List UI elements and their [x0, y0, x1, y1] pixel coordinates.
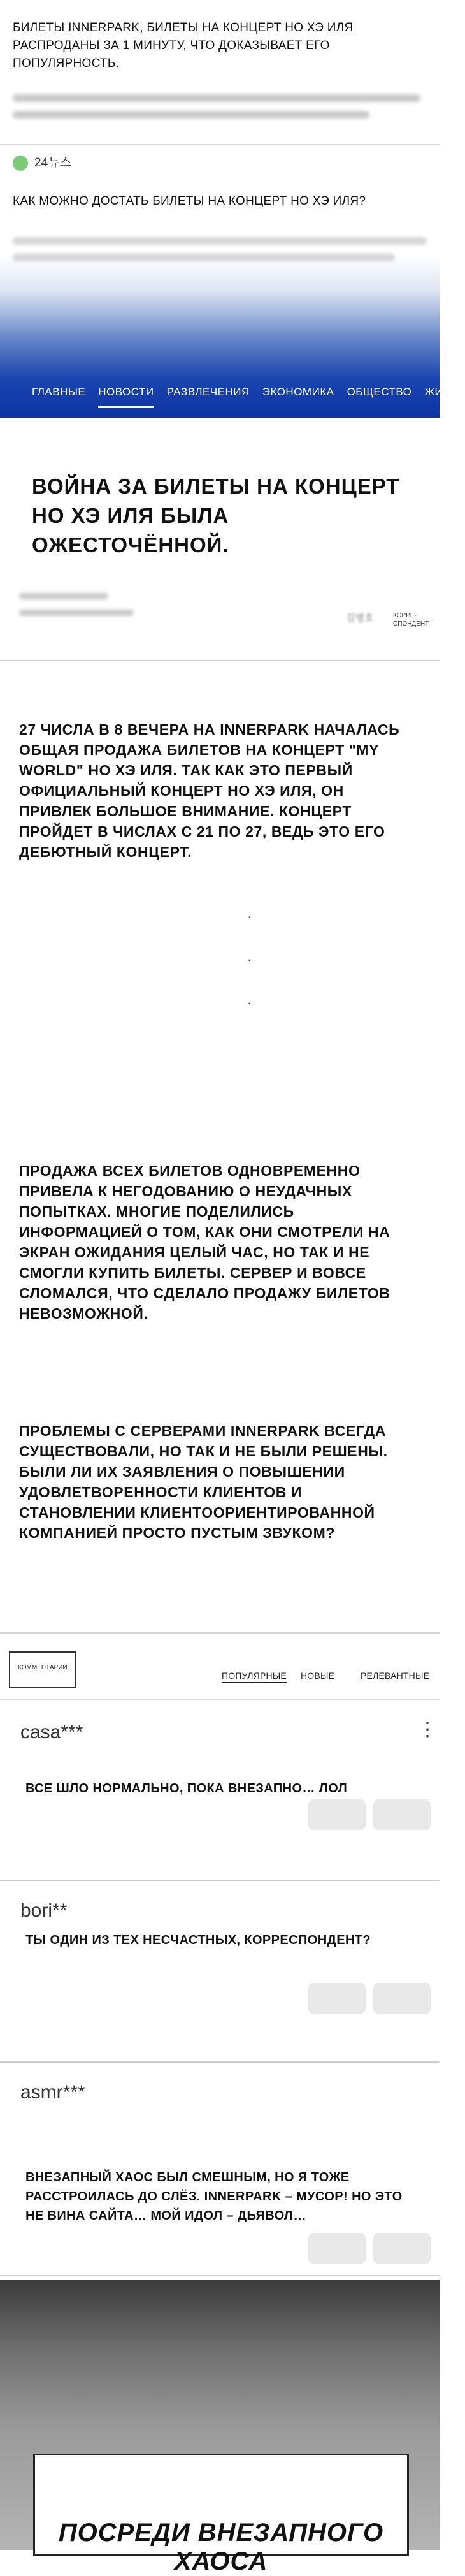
nav-item-economy[interactable]: ЭКОНОМИКА — [262, 386, 334, 398]
tab-popular[interactable]: ПОПУЛЯРНЫЕ — [222, 1671, 287, 1683]
comment-item — [0, 1884, 440, 2063]
dislike-button[interactable] — [373, 1799, 431, 1830]
like-button[interactable] — [308, 1983, 366, 2014]
article-title: ВОЙНА ЗА БИЛЕТЫ НА КОНЦЕРТ НО ХЭ ИЛЯ БЫЛА ОЖЕСТОЧЁННОЙ. — [32, 474, 400, 557]
nav-item-entertainment[interactable]: РАЗВЛЕЧЕНИЯ — [166, 386, 250, 398]
ellipsis-dot: · — [247, 951, 252, 967]
author-role — [393, 611, 429, 628]
article-meta-blurred — [19, 593, 210, 618]
news-nav-bar — [0, 383, 465, 408]
dislike-button[interactable] — [373, 1983, 431, 2014]
result-snippet-blurred — [13, 237, 427, 263]
ellipsis-dot: · — [247, 909, 252, 925]
article-paragraph: 27 ЧИСЛА В 8 ВЕЧЕРА НА INNERPARK НАЧАЛАСЬ ОБЩАЯ ПРОДАЖА БИЛЕТОВ НА КОНЦЕРТ "MY WORLD" НО ХЭ ИЛЯ. ТАК КАК ЭТО ПЕРВЫЙ ОФИЦИАЛЬНЫЙ КОНЦЕРТ НО ХЭ ИЛЯ, ОН ПРИВЛЕК БОЛЬШОЕ ВНИМАНИЕ. КОНЦЕРТ ПРОЙДЕТ В ЧИСЛАХ С 21 ПО 27, ВЕДЬ ЭТО ЕГО ДЕБЮТНЫЙ КОНЦЕРТ. — [19, 721, 400, 860]
more-options-icon[interactable]: ⋮ — [418, 1719, 437, 1740]
author-role-line2: СПОНДЕНТ — [393, 620, 429, 627]
divider — [0, 1699, 440, 1700]
nav-item-news[interactable]: НОВОСТИ — [98, 383, 154, 408]
comment-text: ВНЕЗАПНЫЙ ХАОС БЫЛ СМЕШНЫМ, НО Я ТОЖЕ РАССТРОИЛАСЬ ДО СЛЁЗ. INNERPARK – МУСОР! НО ЭТО НЕ ВИНА САЙТА… МОЙ ИДОЛ – ДЬЯВОЛ… — [25, 2170, 403, 2223]
tab-relevant[interactable]: РЕЛЕВАНТНЫЕ — [361, 1671, 430, 1681]
divider — [0, 144, 440, 145]
comments-label: КОММЕНТАРИИ — [18, 1664, 68, 1671]
nav-item-life[interactable]: ЖИЗНЬ — [424, 386, 465, 398]
comment-username[interactable]: bori** — [20, 1900, 68, 1921]
comment-item — [0, 1702, 440, 1881]
like-button[interactable] — [308, 2233, 366, 2264]
author-name[interactable]: 김병호 — [346, 613, 374, 624]
search-snippet-blurred — [13, 94, 427, 125]
nav-item-society[interactable]: ОБЩЕСТВО — [347, 386, 412, 398]
article-paragraph: ПРОДАЖА ВСЕХ БИЛЕТОВ ОДНОВРЕМЕННО ПРИВЕЛА К НЕГОДОВАНИЮ О НЕУДАЧНЫХ ПОПЫТКАХ. МНОГИЕ ПОДЕЛИЛИСЬ ИНФОРМАЦИЕЙ О ТОМ, КАК ОНИ СМОТРЕЛИ НА ЭКРАН ОЖИДАНИЯ ЦЕЛЫЙ ЧАС, НО ТАК И НЕ СМОГЛИ КУПИТЬ БИЛЕТЫ. СЕРВЕР И ВОВСЕ СЛОМАЛСЯ, ЧТО СДЕЛАЛО ПРОДАЖУ БИЛЕТОВ НЕВОЗМОЖНОЙ. — [19, 1162, 390, 1322]
dislike-button[interactable] — [373, 2233, 431, 2264]
comment-text: ВСЕ ШЛО НОРМАЛЬНО, ПОКА ВНЕЗАПНО… ЛОЛ — [25, 1782, 348, 1796]
result-article-title[interactable]: КАК МОЖНО ДОСТАТЬ БИЛЕТЫ НА КОНЦЕРТ НО ХЭ ИЛЯ? — [13, 194, 366, 208]
author-role-line1: КОРРЕ- — [393, 612, 417, 619]
divider — [0, 660, 440, 661]
comment-text: ТЫ ОДИН ИЗ ТЕХ НЕСЧАСТНЫХ, КОРРЕСПОНДЕНТ? — [25, 1933, 371, 1947]
divider — [0, 1632, 440, 1634]
news-source-name[interactable]: 24뉴스 — [34, 156, 71, 170]
tab-new[interactable]: НОВЫЕ — [301, 1671, 335, 1681]
comment-username[interactable]: asmr*** — [20, 2082, 85, 2103]
comment-username[interactable]: casa*** — [20, 1722, 83, 1743]
search-headline[interactable]: БИЛЕТЫ INNERPARK, БИЛЕТЫ НА КОНЦЕРТ НО ХЭ ИЛЯ РАСПРОДАНЫ ЗА 1 МИНУТУ, ЧТО ДОКАЗЫВАЕТ ЕГО ПОПУЛЯРНОСТЬ. — [13, 21, 354, 70]
like-button[interactable] — [308, 1799, 366, 1830]
article-paragraph: ПРОБЛЕМЫ С СЕРВЕРАМИ INNERPARK ВСЕГДА СУЩЕСТВОВАЛИ, НО ТАК И НЕ БЫЛИ РЕШЕНЫ. БЫЛИ ЛИ ИХ ЗАЯВЛЕНИЯ О ПОВЫШЕНИИ УДОВЛЕТВОРЕННОСТИ КЛИЕНТОВ И СТАНОВЛЕНИИ КЛИЕНТООРИЕНТИРОВАННОЙ КОМПАНИЕЙ ПРОСТО ПУСТЫМ ЗВУКОМ? — [19, 1423, 388, 1541]
nav-item-main[interactable]: ГЛАВНЫЕ — [32, 386, 86, 398]
news-source-icon — [13, 156, 28, 171]
ellipsis-dot: · — [247, 995, 252, 1011]
caption-text: ПОСРЕДИ ВНЕЗАПНОГО ХАОСА — [58, 2519, 384, 2575]
comment-item — [0, 2066, 440, 2276]
